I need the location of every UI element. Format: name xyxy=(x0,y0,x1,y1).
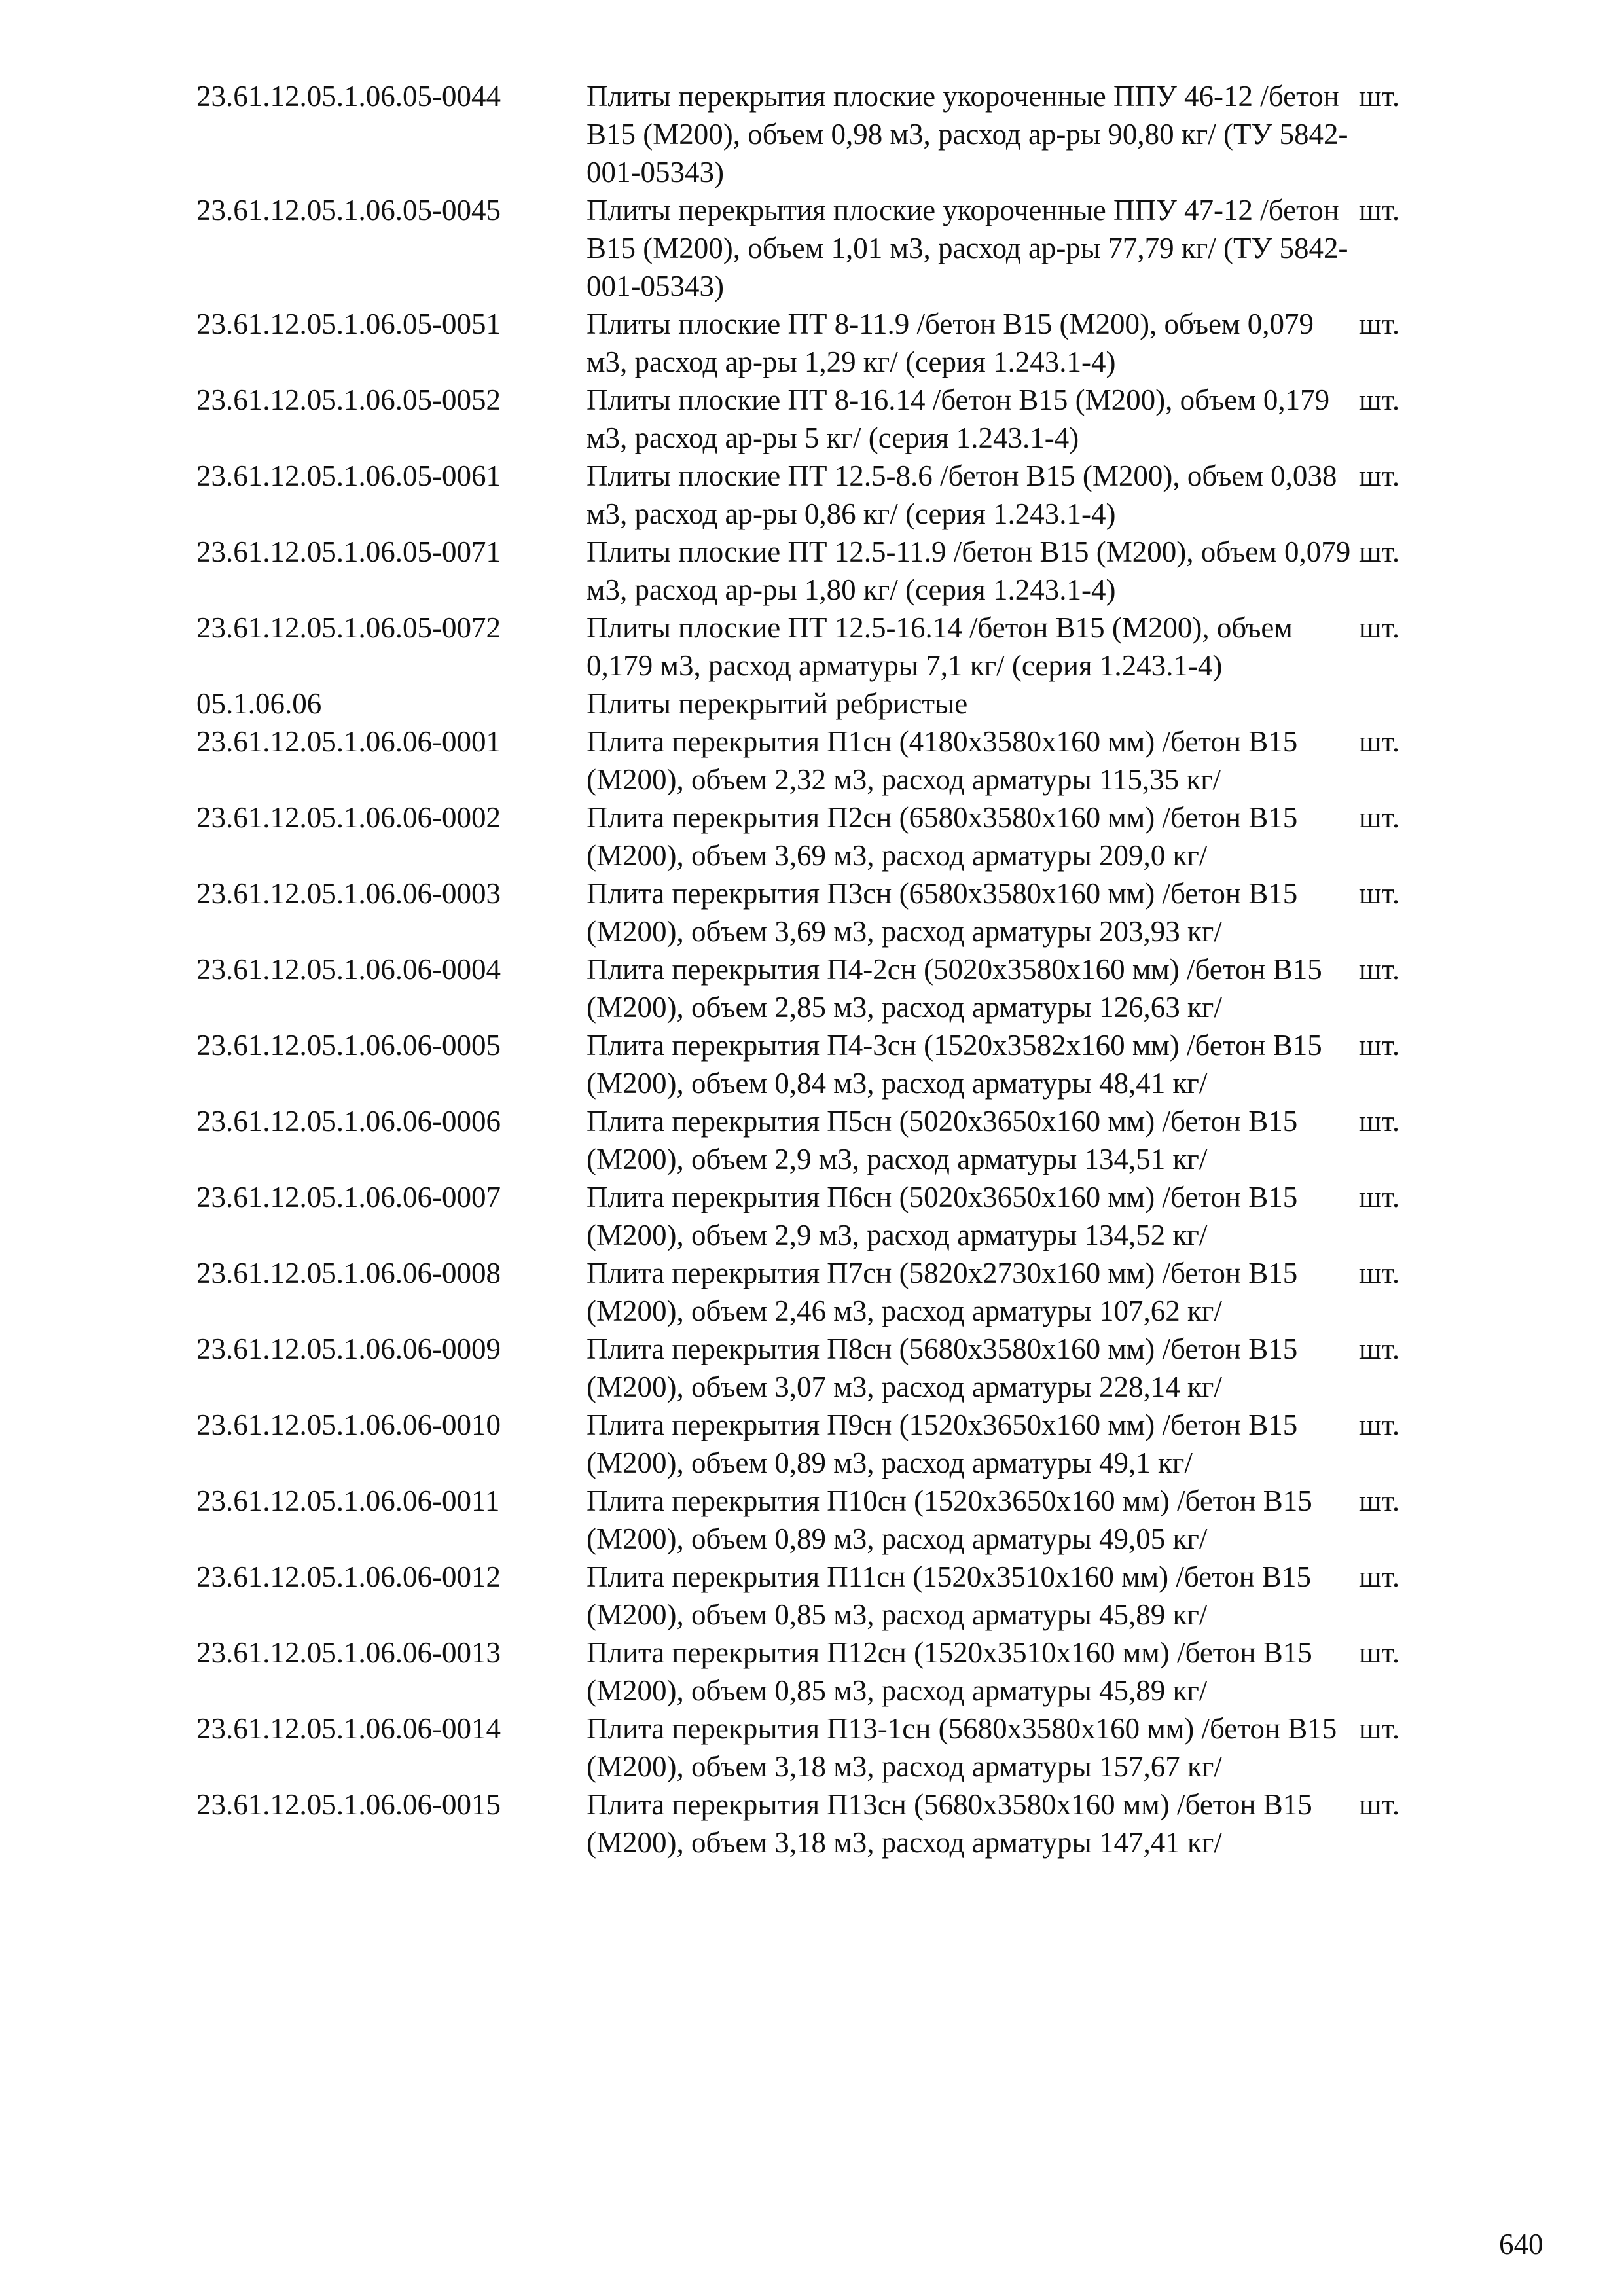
resource-description: Плиты перекрытия плоские укороченные ППУ 46-12 /бетон В15 (М200), объем 0,98 м3, расход ар-ры 90,80 кг/ (ТУ 5842-001-05343) xyxy=(586,80,1348,188)
table-row xyxy=(196,1330,1440,1406)
resource-code: 23.61.12.05.1.06.06-0012 xyxy=(196,1560,501,1593)
table-row xyxy=(196,874,1440,950)
resource-description: Плита перекрытия П3сн (6580х3580х160 мм) /бетон В15 (М200), объем 3,69 м3, расход арматуры 203,93 кг/ xyxy=(586,877,1298,948)
unit-of-measure: шт. xyxy=(1359,877,1400,910)
resource-description: Плита перекрытия П10сн (1520х3650х160 мм) /бетон В15 (М200), объем 0,89 м3, расход арматуры 49,05 кг/ xyxy=(586,1484,1312,1555)
resource-description: Плита перекрытия П13сн (5680х3580х160 мм) /бетон В15 (М200), объем 3,18 м3, расход арматуры 147,41 кг/ xyxy=(586,1788,1312,1859)
table-row xyxy=(196,77,1440,191)
resource-code: 23.61.12.05.1.06.05-0051 xyxy=(196,308,501,340)
table-row xyxy=(196,723,1440,798)
unit-of-measure: шт. xyxy=(1359,1788,1400,1821)
resource-code: 23.61.12.05.1.06.05-0045 xyxy=(196,194,501,226)
table-row xyxy=(196,533,1440,609)
resource-description: Плиты плоские ПТ 12.5-11.9 /бетон В15 (М200), объем 0,079 м3, расход ар-ры 1,80 кг/ (серия 1.243.1-4) xyxy=(586,535,1351,606)
resource-code: 23.61.12.05.1.06.06-0009 xyxy=(196,1333,501,1365)
resource-description: Плита перекрытия П8сн (5680х3580х160 мм) /бетон В15 (М200), объем 3,07 м3, расход арматуры 228,14 кг/ xyxy=(586,1333,1298,1403)
resource-description: Плита перекрытия П2сн (6580х3580х160 мм) /бетон В15 (М200), объем 3,69 м3, расход арматуры 209,0 кг/ xyxy=(586,801,1298,872)
resource-description: Плита перекрытия П13-1сн (5680х3580х160 мм) /бетон В15 (М200), объем 3,18 м3, расход арматуры 157,67 кг/ xyxy=(586,1712,1337,1783)
table-row xyxy=(196,609,1440,685)
unit-of-measure: шт. xyxy=(1359,1408,1400,1441)
resource-description: Плиты перекрытий ребристые xyxy=(586,687,968,720)
resource-description: Плита перекрытия П6сн (5020х3650х160 мм) /бетон В15 (М200), объем 2,9 м3, расход арматуры 134,52 кг/ xyxy=(586,1181,1298,1251)
resource-code: 05.1.06.06 xyxy=(196,687,322,720)
unit-of-measure: шт. xyxy=(1359,1484,1400,1517)
unit-of-measure: шт. xyxy=(1359,611,1400,644)
unit-of-measure: шт. xyxy=(1359,80,1400,113)
table-row xyxy=(196,381,1440,457)
resource-description: Плита перекрытия П7сн (5820х2730х160 мм) /бетон В15 (М200), объем 2,46 м3, расход арматуры 107,62 кг/ xyxy=(586,1257,1298,1327)
resource-description: Плиты плоские ПТ 12.5-16.14 /бетон В15 (М200), объем 0,179 м3, расход арматуры 7,1 кг/ (серия 1.243.1-4) xyxy=(586,611,1293,682)
resource-description: Плита перекрытия П4-2сн (5020х3580х160 мм) /бетон В15 (М200), объем 2,85 м3, расход арматуры 126,63 кг/ xyxy=(586,953,1322,1024)
table-row xyxy=(196,1482,1440,1558)
unit-of-measure: шт. xyxy=(1359,384,1400,416)
resource-description: Плиты перекрытия плоские укороченные ППУ 47-12 /бетон В15 (М200), объем 1,01 м3, расход ар-ры 77,79 кг/ (ТУ 5842-001-05343) xyxy=(586,194,1348,302)
resource-description: Плита перекрытия П9сн (1520х3650х160 мм) /бетон В15 (М200), объем 0,89 м3, расход арматуры 49,1 кг/ xyxy=(586,1408,1298,1479)
table-row xyxy=(196,1254,1440,1330)
unit-of-measure: шт. xyxy=(1359,801,1400,834)
unit-of-measure: шт. xyxy=(1359,1105,1400,1138)
resource-code: 23.61.12.05.1.06.06-0005 xyxy=(196,1029,501,1062)
table-row xyxy=(196,1785,1440,1861)
unit-of-measure: шт. xyxy=(1359,1181,1400,1213)
resource-code: 23.61.12.05.1.06.06-0001 xyxy=(196,725,501,758)
table-row xyxy=(196,191,1440,305)
resource-code: 23.61.12.05.1.06.05-0061 xyxy=(196,459,501,492)
resource-description: Плита перекрытия П12сн (1520х3510х160 мм) /бетон В15 (М200), объем 0,85 м3, расход арматуры 45,89 кг/ xyxy=(586,1636,1312,1707)
resource-code: 23.61.12.05.1.06.06-0003 xyxy=(196,877,501,910)
unit-of-measure: шт. xyxy=(1359,725,1400,758)
resource-description: Плиты плоские ПТ 8-11.9 /бетон В15 (М200), объем 0,079 м3, расход ар-ры 1,29 кг/ (серия 1.243.1-4) xyxy=(586,308,1314,378)
table-row xyxy=(196,950,1440,1026)
resource-description: Плита перекрытия П1сн (4180х3580х160 мм) /бетон В15 (М200), объем 2,32 м3, расход арматуры 115,35 кг/ xyxy=(586,725,1298,796)
unit-of-measure: шт. xyxy=(1359,308,1400,340)
resource-code: 23.61.12.05.1.06.06-0011 xyxy=(196,1484,500,1517)
resource-description: Плиты плоские ПТ 12.5-8.6 /бетон В15 (М200), объем 0,038 м3, расход ар-ры 0,86 кг/ (серия 1.243.1-4) xyxy=(586,459,1337,530)
unit-of-measure: шт. xyxy=(1359,1257,1400,1289)
table-row xyxy=(196,685,1440,723)
price-list-table xyxy=(196,77,1440,1861)
unit-of-measure: шт. xyxy=(1359,1636,1400,1669)
table-row xyxy=(196,798,1440,874)
table-row xyxy=(196,1102,1440,1178)
unit-of-measure: шт. xyxy=(1359,459,1400,492)
table-row xyxy=(196,1406,1440,1482)
resource-code: 23.61.12.05.1.06.05-0044 xyxy=(196,80,501,113)
table-row xyxy=(196,1710,1440,1785)
table-row xyxy=(196,1178,1440,1254)
unit-of-measure: шт. xyxy=(1359,535,1400,568)
resource-code: 23.61.12.05.1.06.06-0007 xyxy=(196,1181,501,1213)
table-row xyxy=(196,305,1440,381)
resource-description: Плита перекрытия П5сн (5020х3650х160 мм) /бетон В15 (М200), объем 2,9 м3, расход арматуры 134,51 кг/ xyxy=(586,1105,1298,1175)
unit-of-measure: шт. xyxy=(1359,953,1400,986)
resource-description: Плиты плоские ПТ 8-16.14 /бетон В15 (М200), объем 0,179 м3, расход ар-ры 5 кг/ (серия 1.243.1-4) xyxy=(586,384,1330,454)
resource-code: 23.61.12.05.1.06.06-0002 xyxy=(196,801,501,834)
resource-code: 23.61.12.05.1.06.06-0008 xyxy=(196,1257,501,1289)
resource-code: 23.61.12.05.1.06.06-0010 xyxy=(196,1408,501,1441)
resource-code: 23.61.12.05.1.06.05-0071 xyxy=(196,535,501,568)
unit-of-measure: шт. xyxy=(1359,1560,1400,1593)
resource-description: Плита перекрытия П4-3сн (1520х3582х160 мм) /бетон В15 (М200), объем 0,84 м3, расход арматуры 48,41 кг/ xyxy=(586,1029,1322,1100)
unit-of-measure: шт. xyxy=(1359,1333,1400,1365)
page-number: 640 xyxy=(1499,2228,1543,2261)
unit-of-measure: шт. xyxy=(1359,1029,1400,1062)
table-row xyxy=(196,1634,1440,1710)
resource-description: Плита перекрытия П11сн (1520х3510х160 мм) /бетон В15 (М200), объем 0,85 м3, расход арматуры 45,89 кг/ xyxy=(586,1560,1312,1631)
resource-code: 23.61.12.05.1.06.06-0013 xyxy=(196,1636,501,1669)
resource-code: 23.61.12.05.1.06.06-0006 xyxy=(196,1105,501,1138)
resource-code: 23.61.12.05.1.06.06-0004 xyxy=(196,953,501,986)
table-row xyxy=(196,1558,1440,1634)
table-row xyxy=(196,1026,1440,1102)
unit-of-measure: шт. xyxy=(1359,1712,1400,1745)
resource-code: 23.61.12.05.1.06.06-0015 xyxy=(196,1788,501,1821)
resource-code: 23.61.12.05.1.06.06-0014 xyxy=(196,1712,501,1745)
resource-code: 23.61.12.05.1.06.05-0072 xyxy=(196,611,501,644)
unit-of-measure: шт. xyxy=(1359,194,1400,226)
table-row xyxy=(196,457,1440,533)
resource-code: 23.61.12.05.1.06.05-0052 xyxy=(196,384,501,416)
